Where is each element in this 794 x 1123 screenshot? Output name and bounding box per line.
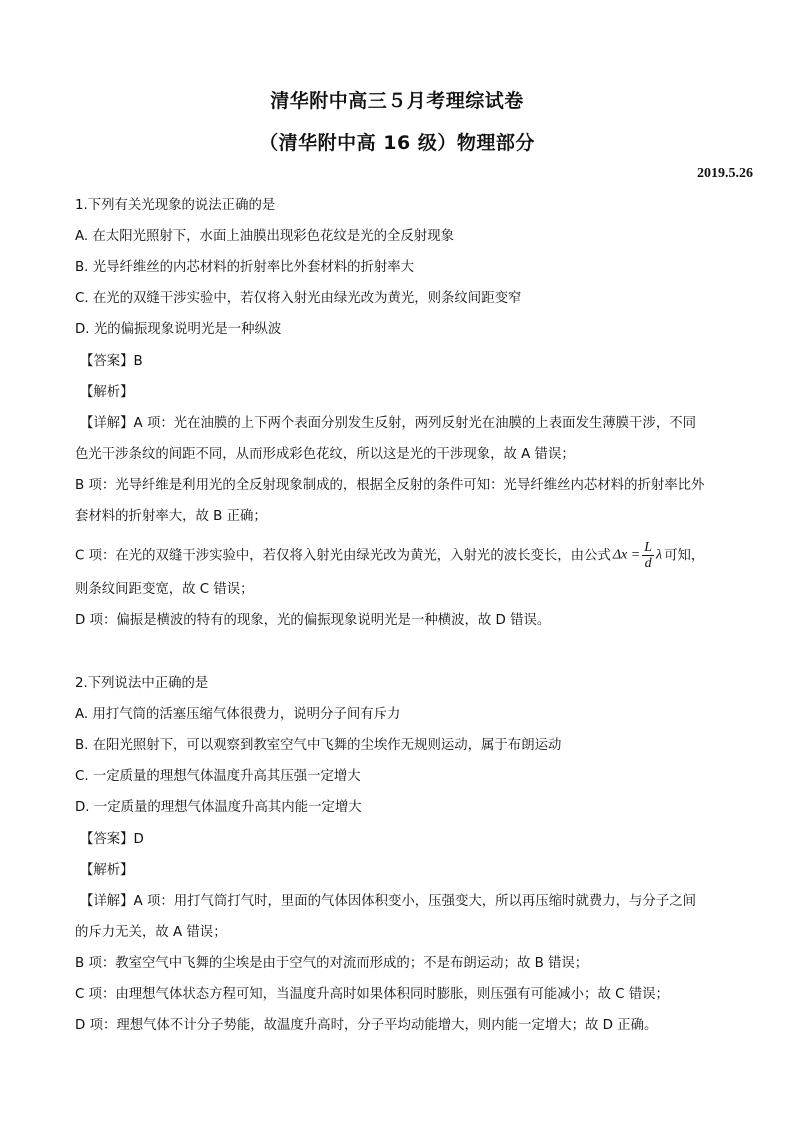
q2-option-b: B. 在阳光照射下，可以观察到教室空气中飞舞的尘埃作无规则运动，属于布朗运动 (75, 738, 562, 753)
q1-detail-d: D 项：偏振是横波的特有的现象，光的偏振现象说明光是一种横波，故 D 错误。 (75, 613, 551, 628)
q1-detail-c-text: C 项：在光的双缝干涉实验中，若仅将入射光由绿光改为黄光，入射光的波长变长，由公式 (75, 548, 611, 564)
formula-fraction (642, 540, 654, 571)
q2-detail-c: C 项：由理想气体状态方程可知，当温度升高时如果体积同时膨胀，则压强有可能减小；故 C 错误； (75, 987, 669, 1002)
q2-stem: 2.下列说法中正确的是 (75, 676, 209, 691)
formula-numerator: L (644, 540, 653, 555)
q1-detail-b-line2: 套材料的折射率大，故 B 正确； (75, 509, 267, 524)
q1-detail-c-line2: 则条纹间距变宽，故 C 错误； (75, 582, 254, 597)
formula-denominator: d (644, 556, 652, 571)
q2-option-a: A. 用打气筒的活塞压缩气体很费力，说明分子间有斥力 (75, 707, 401, 722)
formula-rhs: λ (656, 547, 663, 563)
q2-detail-b: B 项：教室空气中飞舞的尘埃是由于空气的对流而形成的；不是布朗运动；故 B 错误； (75, 956, 589, 971)
q1-detail-a-line1: 【详解】A 项：光在油膜的上下两个表面分别发生反射，两列反射光在油膜的上表面发生薄膜干涉，不同 (80, 416, 696, 431)
q1-detail-c-end: 可知， (664, 548, 705, 564)
q1-detail-a-line2: 色光干涉条纹的间距不同，从而形成彩色花纹，所以这是光的干涉现象，故 A 错误； (75, 447, 575, 462)
q2-detail-a-line2: 的斥力无关，故 A 错误； (75, 925, 227, 940)
q2-option-c: C. 一定质量的理想气体温度升高其压强一定增大 (75, 769, 361, 784)
q2-answer: 【答案】D (80, 832, 144, 847)
fringe-spacing-formula (613, 540, 662, 571)
q1-answer: 【答案】B (80, 354, 143, 369)
q1-analysis-label: 【解析】 (80, 385, 134, 400)
q2-detail-a-line1: 【详解】A 项：用打气筒打气时，里面的气体因体积变小，压强变大，所以再压缩时就费力，与分子之间 (80, 894, 696, 909)
q1-stem: 1.下列有关光现象的说法正确的是 (75, 198, 276, 213)
q1-option-a: A. 在太阳光照射下，水面上油膜出现彩色花纹是光的全反射现象 (75, 229, 454, 244)
q1-option-d: D. 光的偏振现象说明光是一种纵波 (75, 322, 282, 337)
formula-lhs: Δx = (612, 547, 641, 563)
document-title: 清华附中高三５月考理综试卷 (270, 90, 524, 112)
q1-detail-b-line1: B 项：光导纤维是利用光的全反射现象制成的，根据全反射的条件可知：光导纤维丝内芯材料的折射率比外 (75, 478, 705, 493)
document-subtitle: （清华附中高 16 级）物理部分 (259, 132, 535, 154)
q2-option-d: D. 一定质量的理想气体温度升高其内能一定增大 (75, 800, 362, 815)
q2-detail-d: D 项：理想气体不计分子势能，故温度升高时，分子平均动能增大，则内能一定增大；故 D 正确。 (75, 1018, 658, 1033)
q1-detail-c-line1 (75, 540, 704, 571)
q2-analysis-label: 【解析】 (80, 863, 134, 878)
exam-date: 2019.5.26 (697, 166, 753, 181)
q1-option-c: C. 在光的双缝干涉实验中，若仅将入射光由绿光改为黄光，则条纹间距变窄 (75, 291, 522, 306)
q1-option-b: B. 光导纤维丝的内芯材料的折射率比外套材料的折射率大 (75, 260, 415, 275)
